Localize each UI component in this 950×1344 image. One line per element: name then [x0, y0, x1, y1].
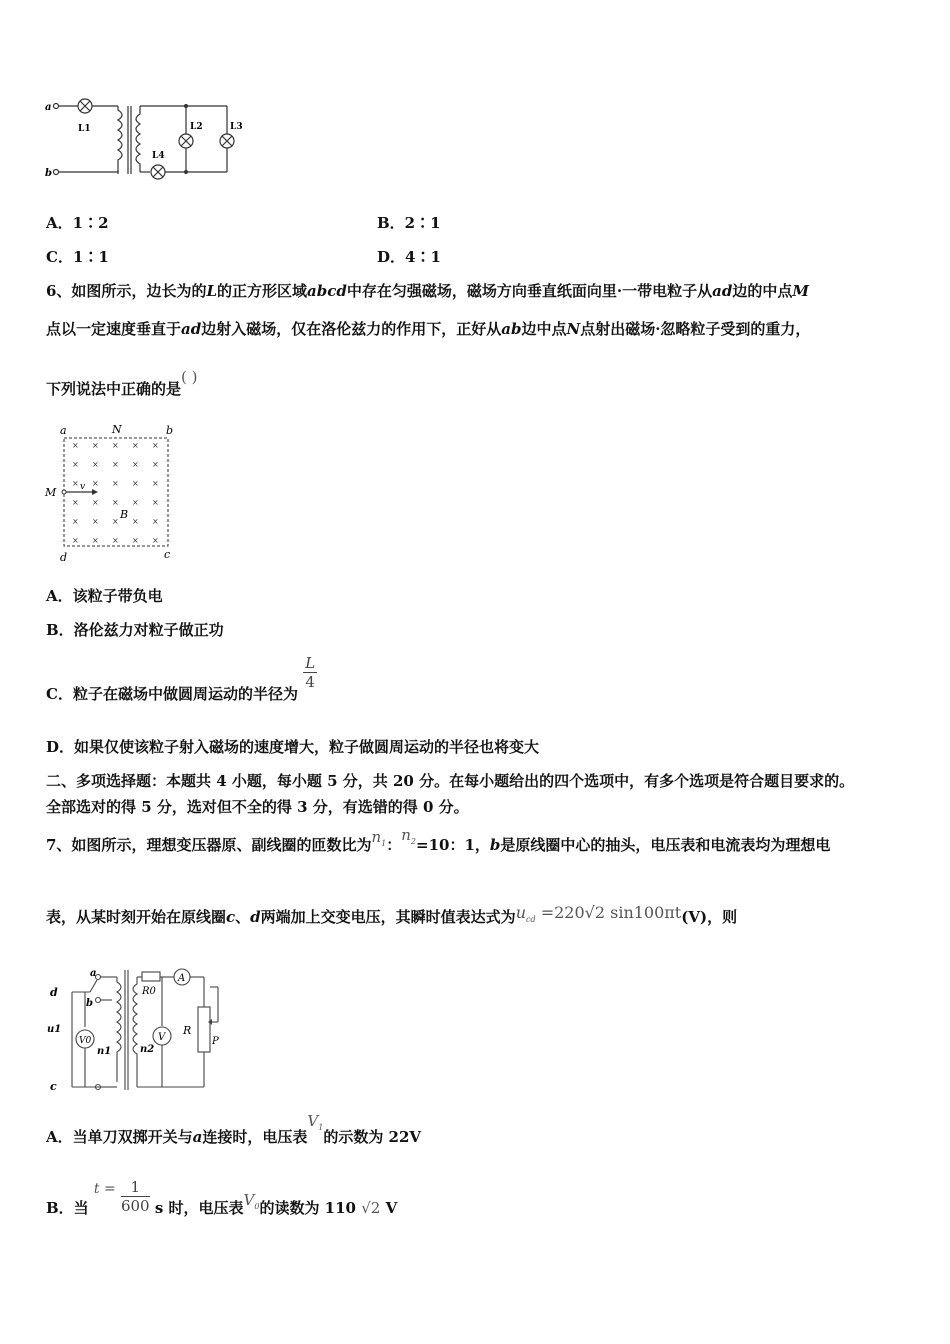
field-cross-mark: × [132, 479, 139, 488]
q7-stem-line1: 7、如图所示，理想变压器原、副线圈的匝数比为$n_1$：$n_2=10$：1，b是原线圈中心的抽头，电压表和电流表均为理想电 [46, 826, 831, 854]
ammeter-a-label: A [178, 973, 186, 984]
field-cross-mark: × [112, 479, 119, 488]
voltmeter-v1-label: V [158, 1032, 166, 1043]
field-cross-mark: × [112, 536, 119, 545]
q6-stem-line2: 点以一定速度垂直于ad边射入磁场，仅在洛伦兹力的作用下，正好从ab边中点N点射出磁场·忽略粒子受到的重力， [46, 320, 811, 338]
corner-b-label: b [166, 424, 174, 437]
field-cross-mark: × [92, 479, 99, 488]
field-cross-mark: × [112, 460, 119, 469]
field-cross-mark: × [112, 441, 119, 450]
section2-heading-line1: 二、多项选择题：本题共 4 小题，每小题 5 分，共 20 分。在每小题给出的四个选项中，有多个选项是符合题目要求的。 [46, 772, 855, 790]
field-cross-mark: × [152, 441, 159, 450]
field-cross-mark: × [152, 479, 159, 488]
field-cross-mark: × [92, 498, 99, 507]
lamp-l1-label: L1 [78, 124, 91, 134]
field-b-label: B [120, 508, 129, 521]
point-m-label: M [45, 486, 57, 499]
lamp-l3-label: L3 [230, 122, 243, 132]
q6-stem-line3: 下列说法中正确的是( ) [46, 368, 198, 398]
q6-option-a: A．该粒子带负电 [46, 587, 163, 605]
field-cross-mark: × [152, 517, 159, 526]
field-cross-mark: × [152, 460, 159, 469]
point-n-label: N [112, 423, 122, 436]
corner-a-label: a [60, 424, 67, 437]
secondary-n2-label: n2 [140, 1044, 155, 1055]
terminal-b-label: b [45, 168, 52, 179]
field-cross-mark: × [112, 517, 119, 526]
field-cross-mark: × [92, 441, 99, 450]
terminal-a-label: a [45, 102, 52, 113]
field-cross-mark: × [92, 460, 99, 469]
field-cross-mark: × [132, 498, 139, 507]
field-cross-mark: × [72, 460, 79, 469]
transformer-lamp-circuit-figure [40, 92, 250, 187]
field-cross-mark: × [132, 517, 139, 526]
q6-option-c: C．粒子在磁场中做圆周运动的半径为 $\frac{L}{4}$ [46, 654, 316, 703]
corner-c-label: c [164, 548, 171, 561]
q7-option-a: A．当单刀双掷开关与a连接时，电压表$V_1$的示数为 22V [46, 1112, 422, 1146]
section2-heading-line2: 全部选对的得 5 分，选对但不全的得 3 分，有选错的得 0 分。 [46, 798, 469, 816]
q5-option-d: D．4∶1 [377, 248, 441, 266]
input-u1-label: u1 [47, 1024, 62, 1035]
slider-p-label: P [212, 1036, 219, 1047]
velocity-v-label: v [80, 482, 86, 492]
resistor-r-label: R [183, 1024, 192, 1037]
lamp-l4-label: L4 [152, 151, 165, 161]
switch-b-label: b [86, 998, 93, 1009]
lamp-l2-label: L2 [190, 122, 203, 132]
q7-option-b: B．当 t = $\frac{1}{600}$ s 时，电压表$V_0$的读数为 110 √2 V [46, 1178, 398, 1217]
field-cross-mark: × [72, 479, 79, 488]
field-cross-mark: × [72, 441, 79, 450]
terminal-c-label: c [50, 1080, 57, 1093]
voltmeter-v0-label: V0 [79, 1036, 92, 1046]
q7-stem-line2: 表，从某时刻开始在原线圈c、d两端加上交变电压，其瞬时值表达式为$u_{cd} =220√2$ sin100πt(V)，则 [46, 903, 738, 926]
primary-n1-label: n1 [97, 1046, 112, 1057]
resistor-r0-label: R0 [142, 986, 156, 997]
voltage-expression: $u_{cd} =220√2$ sin100πt [515, 903, 682, 925]
q6-option-d: D．如果仅使该粒子射入磁场的速度增大，粒子做圆周运动的半径也将变大 [46, 738, 540, 756]
field-cross-mark: × [72, 517, 79, 526]
q5-option-b: B．2∶1 [377, 214, 441, 232]
field-cross-mark: × [92, 517, 99, 526]
q5-option-c: C．1∶1 [46, 248, 109, 266]
transformer-meter-circuit-figure [42, 962, 227, 1097]
switch-a-label: a [90, 968, 97, 979]
radius-fraction: $\frac{L}{4}$ [305, 654, 316, 691]
q5-option-a: A．1∶2 [46, 214, 109, 232]
terminal-d-label: d [50, 986, 58, 999]
field-cross-mark: × [72, 536, 79, 545]
corner-d-label: d [60, 551, 68, 564]
field-cross-mark: × [152, 498, 159, 507]
field-cross-mark: × [152, 536, 159, 545]
magnetic-field-square-figure [40, 420, 190, 568]
field-cross-mark: × [92, 536, 99, 545]
answer-blank: ( ) [181, 368, 198, 386]
q6-option-b: B．洛伦兹力对粒子做正功 [46, 621, 224, 639]
q6-stem-line1: 6、如图所示，边长为的L的正方形区域abcd中存在匀强磁场，磁场方向垂直纸面向里·一带电粒子从ad边的中点M [46, 282, 809, 300]
field-cross-mark: × [132, 441, 139, 450]
field-cross-mark: × [112, 498, 119, 507]
field-cross-mark: × [132, 536, 139, 545]
field-cross-mark: × [132, 460, 139, 469]
field-cross-mark: × [72, 498, 79, 507]
